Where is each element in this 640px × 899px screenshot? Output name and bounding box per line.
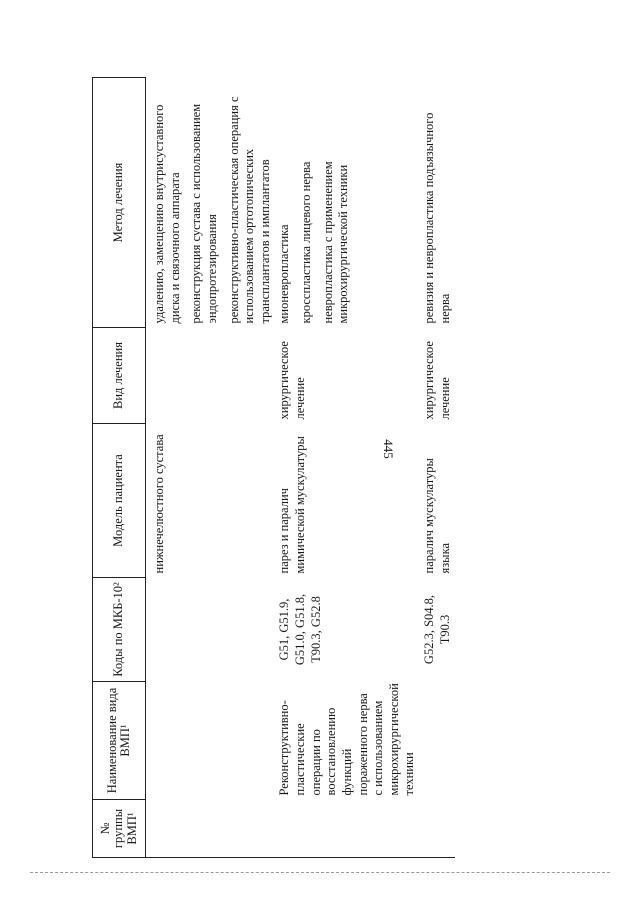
cell-codes: G51, G51.9, G51.0, G51.8, T90.3, G52.8 [277,593,323,666]
cell-type: хирургическое лечение [277,341,307,420]
treatment-table [92,77,455,858]
method-item: мионевропластика [277,224,292,324]
cell-model: парез и паралич мимической мускулатуры [277,436,307,574]
table-row [275,78,420,858]
page-number: 445 [381,439,396,459]
cell-model: нижнечелюстного сустава [152,434,166,574]
cell-group [420,800,455,858]
rotated-page-content [92,78,612,858]
cell-name [420,682,455,800]
method-item: кросспластика лицевого нерва [299,161,313,324]
cell-type: хирургическое лечение [422,341,452,420]
cell-type [146,328,276,424]
table-row [420,78,455,858]
header-name: Наименование вида ВМП¹ [93,682,146,800]
cell-methods [146,78,276,328]
cell-model: паралич мускулатуры языка [422,458,452,574]
header-type: Вид лечения [93,328,146,424]
method-item: удалению, замещению внутрисуставного диска и связочного аппарата [152,104,182,324]
header-method: Метод лечения [93,78,146,328]
method-item: реконструктивно-пластическая операция с использованием ортотопических трансплантатов и имплантатов [226,96,272,324]
cell-group [146,800,276,858]
cell-codes: G52.3, S04.8, T90.3 [422,594,452,665]
cell-codes [146,578,276,682]
method-item: ревизия и невропластика подъязычного нерва [422,112,452,324]
header-codes: Коды по МКБ-10² [93,578,146,682]
table-row [146,78,276,858]
cell-name [146,682,276,800]
cell-group [275,800,420,858]
cell-methods [275,78,420,328]
cell-name: Реконструктивно-пластические операции по восстановлению функций пораженного нерва с использованием микрохирургической техники [277,683,417,796]
scan-edge-rule [30,872,610,873]
method-item: реконструкция сустава с использованием эндопротезирования [189,103,219,324]
header-model: Модель пациента [93,424,146,578]
method-item: невропластика с применением микрохирургической техники [320,161,351,324]
cell-methods [420,78,455,328]
header-group: № группы ВМП¹ [93,800,146,858]
table-header-row [93,78,146,858]
